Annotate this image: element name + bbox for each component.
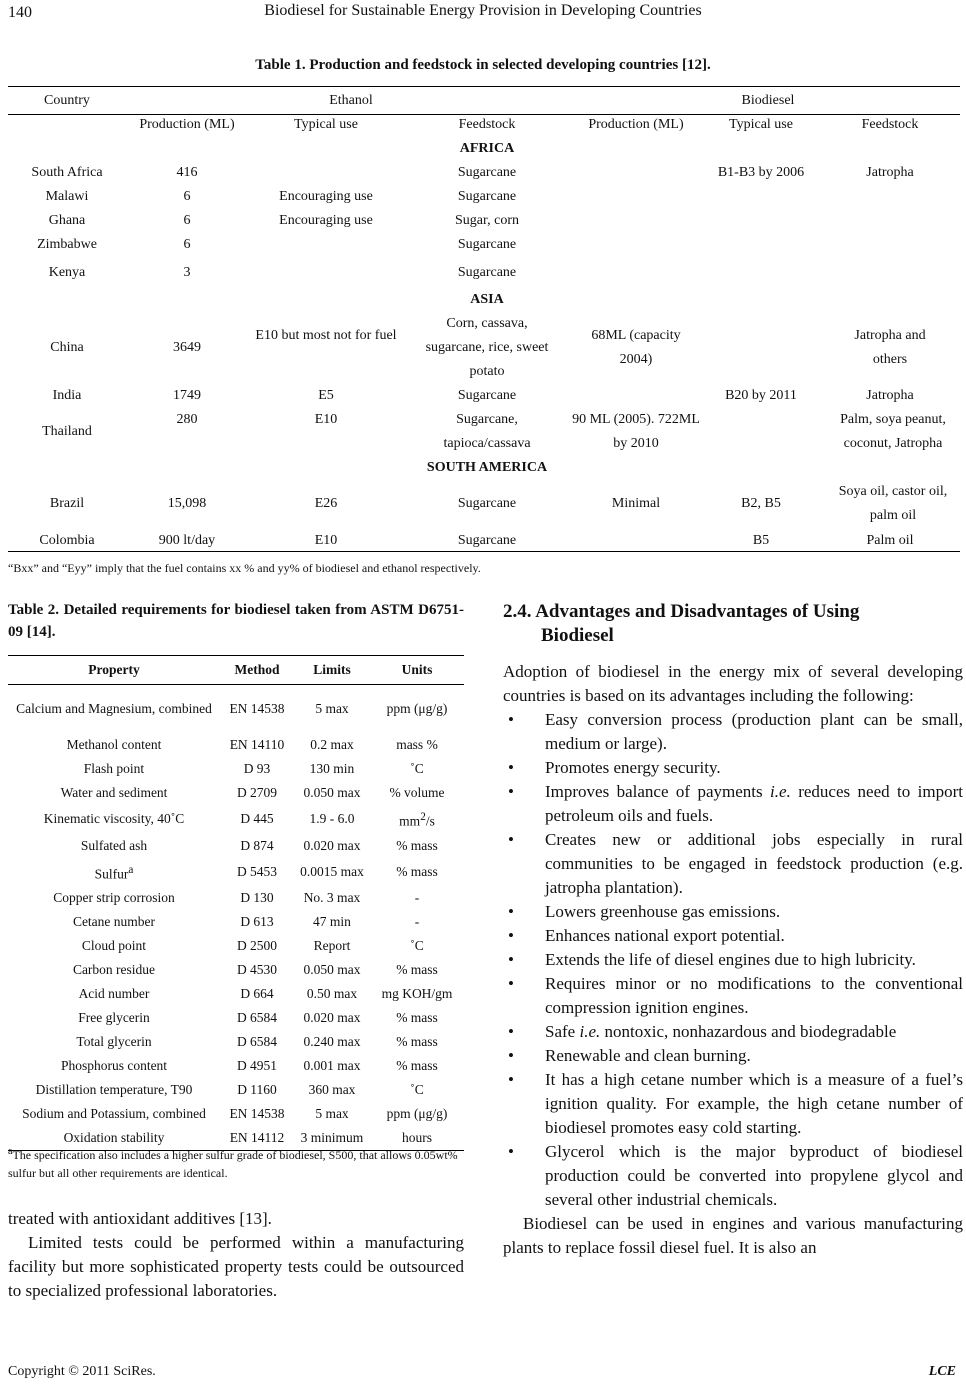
table1-cell: E10 — [314, 533, 338, 548]
table2-header-row — [8, 656, 464, 685]
table1-cell: 90 ML (2005). 722ML by 2010 — [572, 412, 700, 451]
table2-row — [8, 958, 464, 982]
copyright: Copyright © 2011 SciRes. — [8, 1364, 156, 1379]
advantage-text: Improves balance of payments i.e. reduces need to import petroleum oils and fuels. — [545, 782, 963, 825]
section-closing: Biodiesel can be used in engines and various manufacturing plants to replace fossil diesel fuel. It is also an — [503, 1214, 963, 1257]
table1-subheader: Production (ML) — [588, 117, 684, 132]
table2-cell: Cloud point — [81, 938, 147, 953]
table2-cell: Carbon residue — [72, 962, 156, 977]
table2-cell: Sulfated ash — [80, 837, 148, 853]
table1-cell: Kenya — [48, 265, 86, 280]
advantage-item — [503, 1044, 963, 1068]
table2-cell: 5 max — [315, 1106, 349, 1121]
table2-cell: 0.001 max — [303, 1058, 361, 1073]
table1-cell: Jatropha — [866, 388, 914, 403]
table2-cell: Total glycerin — [76, 1034, 152, 1049]
table2-cell: Sodium and Potassium, combined — [22, 1106, 206, 1121]
table2-row — [8, 982, 464, 1006]
table1-cell: Sugarcane — [457, 388, 517, 403]
table2-cell: - — [414, 890, 420, 905]
table2-cell: % mass — [396, 863, 438, 879]
table1-cell: Sugarcane — [457, 533, 517, 548]
advantage-item — [503, 900, 963, 924]
bullet-icon: • — [508, 758, 514, 777]
table1-subheader: Feedstock — [458, 117, 516, 132]
advantages-list — [503, 708, 963, 1212]
table2-cell: D 445 — [240, 811, 274, 827]
table2-cell: D 874 — [240, 837, 274, 853]
table1-cell: Jatropha and others — [854, 328, 926, 367]
table2-cell: 0.2 max — [310, 737, 354, 752]
advantage-item — [503, 828, 963, 900]
table2-cell: 0.050 max — [303, 785, 361, 800]
table1-cell: 6 — [183, 189, 191, 204]
advantage-text: Promotes energy security. — [545, 758, 721, 777]
table2-cell: ˚C — [410, 761, 424, 776]
table1-cell: Sugarcane — [457, 496, 517, 511]
bullet-icon: • — [508, 1070, 514, 1089]
table1-cell: 900 lt/day — [158, 533, 216, 548]
table2-cell: Sulfur$^a$ — [94, 863, 134, 881]
table2-cell: Flash point — [83, 761, 145, 776]
table2-row — [8, 1030, 464, 1054]
table2-cell: EN 14110 — [229, 737, 285, 752]
table1-caption: Table 1. Production and feedstock in selected developing countries [12]. — [255, 57, 711, 73]
table1-note: “Bxx” and “Eyy” imply that the fuel contains xx % and yy% of biodiesel and ethanol respectively. — [8, 561, 481, 575]
advantage-item — [503, 948, 963, 972]
table1-cell: Soya oil, castor oil, palm oil — [838, 484, 948, 523]
table2-cell: D 5453 — [236, 863, 278, 879]
bullet-icon: • — [508, 974, 514, 993]
table2-row — [8, 1006, 464, 1030]
table2-cell: ppm (μg/g) — [386, 1106, 448, 1121]
table2-cell: ppm (μg/g) — [386, 701, 448, 716]
section-title-line: 2.4. Advantages and Disadvantages of Using — [503, 601, 860, 622]
table2-cell: EN 14538 — [229, 701, 285, 716]
running-title: Biodiesel for Sustainable Energy Provision in Developing Countries — [264, 2, 702, 19]
advantage-text: Enhances national export potential. — [545, 926, 785, 945]
table1-cell: 3 — [183, 265, 191, 280]
table1-cell: Sugarcane — [457, 237, 517, 252]
advantage-item — [503, 1140, 963, 1212]
table2-cell: Cetane number — [72, 914, 156, 929]
table2-cell: % mass — [396, 837, 438, 853]
table2-cell: ˚C — [410, 938, 424, 953]
table1-cell: Encouraging use — [279, 213, 373, 228]
table2-row — [8, 886, 464, 910]
table2-cell: mg KOH/gm — [381, 986, 453, 1001]
bullet-icon: • — [508, 830, 514, 849]
advantage-text: Safe i.e. nontoxic, nonhazardous and biodegradable — [545, 1022, 897, 1041]
table2-cell: EN 14112 — [220, 1126, 294, 1151]
table2-row — [8, 934, 464, 958]
journal-abbrev: LCE — [928, 1364, 956, 1379]
section-title — [503, 600, 963, 648]
table2-row — [8, 733, 464, 757]
advantage-item — [503, 708, 963, 756]
table2-row — [8, 685, 464, 734]
table2-cell: mass % — [396, 737, 438, 752]
table2-row — [8, 757, 464, 781]
table2-header: Units — [370, 656, 464, 685]
bullet-icon: • — [508, 1046, 514, 1065]
table1-cell: Sugarcane — [457, 189, 517, 204]
bullet-icon: • — [508, 950, 514, 969]
table2-cell: Water and sediment — [60, 785, 168, 800]
table1-cell: B20 by 2011 — [725, 388, 797, 403]
table1-cell: 68ML (capacity 2004) — [591, 328, 681, 367]
table1-cell: 1749 — [173, 388, 201, 403]
table1-bottom-rule — [8, 551, 960, 552]
table2-cell: D 6584 — [236, 1010, 278, 1025]
table2-cell: ˚C — [410, 1082, 424, 1097]
table1-cell: Jatropha — [866, 165, 914, 180]
table2-footnote — [8, 1143, 464, 1182]
table1-cell: 6 — [183, 237, 191, 252]
advantage-text: Glycerol which is the major byproduct of biodiesel production could be converted into propylene glycol and several other industrial chemicals. — [545, 1142, 963, 1209]
table2-cell: - — [414, 914, 420, 929]
table2 — [8, 655, 464, 1151]
table1-cell: Sugarcane — [457, 265, 517, 280]
table1-region-south-america: SOUTH AMERICA — [426, 460, 548, 475]
table2-header: Method — [220, 656, 294, 685]
table1-cell: E10 — [314, 412, 338, 427]
table2-cell: Methanol content — [66, 737, 162, 752]
footnote-text: The specification also includes a higher sulfur grade of biodiesel, S500, that allows 0.05wt% sulfur but all other requirements are identical. — [8, 1148, 458, 1180]
table1-cell: South Africa — [31, 165, 103, 180]
table2-cell: 0.020 max — [303, 837, 361, 853]
table2-row — [8, 858, 464, 887]
table2-cell: D 130 — [240, 890, 274, 905]
table2-cell: 0.020 max — [303, 1010, 361, 1025]
table2-cell: D 4951 — [236, 1058, 278, 1073]
section-intro: Adoption of biodiesel in the energy mix of several developing countries is based on its advantages including the following: — [503, 662, 963, 705]
table1-top-rule — [8, 86, 960, 87]
table2-row — [8, 1102, 464, 1126]
table1-header-country: Country — [44, 93, 90, 108]
table1-cell: Colombia — [39, 533, 95, 548]
table1-cell: B1-B3 by 2006 — [717, 165, 805, 180]
table2-cell: D 613 — [240, 914, 274, 929]
table1-cell: Malawi — [45, 189, 89, 204]
table2-header: Limits — [294, 656, 370, 685]
bullet-icon: • — [508, 1022, 514, 1041]
table2-cell: Acid number — [78, 986, 150, 1001]
table1-header-biodiesel: Biodiesel — [741, 93, 795, 108]
table1-cell: 15,098 — [167, 496, 207, 511]
advantage-item — [503, 972, 963, 1020]
table2-cell: D 2709 — [236, 785, 278, 800]
table2-cell: 360 max — [308, 1082, 356, 1097]
table2-row — [8, 834, 464, 858]
advantage-text: Creates new or additional jobs especially in rural communities to be engaged in feedstock production (e.g. jatropha plantation). — [545, 830, 963, 897]
table2-cell: No. 3 max — [303, 890, 361, 905]
table2-cell: hours — [370, 1126, 464, 1151]
table2-header: Property — [8, 656, 220, 685]
table2-cell: 0.240 max — [303, 1034, 361, 1049]
section-title-line: Biodiesel — [541, 625, 614, 646]
footnote-marker: a — [8, 1146, 13, 1157]
table2-cell: % mass — [396, 1058, 438, 1073]
paragraph: treated with antioxidant additives [13]. — [8, 1209, 272, 1228]
advantage-item — [503, 756, 963, 780]
bullet-icon: • — [508, 1142, 514, 1161]
table1-cell: Thailand — [42, 424, 92, 439]
table2-cell: Oxidation stability — [8, 1126, 220, 1151]
table1-cell: Zimbabwe — [37, 237, 97, 252]
table1-subheader: Feedstock — [861, 117, 919, 132]
advantage-text: Renewable and clean burning. — [545, 1046, 751, 1065]
table1-cell: B5 — [752, 533, 770, 548]
table1-cell: Sugarcane — [457, 165, 517, 180]
table2-row — [8, 781, 464, 805]
table1-cell: Brazil — [49, 496, 85, 511]
table1-header-ethanol: Ethanol — [329, 93, 373, 108]
table1-cell: E5 — [318, 388, 334, 403]
table2-cell: % volume — [389, 785, 445, 800]
table1-subheader: Typical use — [294, 117, 358, 132]
table1-cell: E26 — [314, 496, 338, 511]
table2-cell: 1.9 - 6.0 — [309, 811, 355, 827]
table2-cell: Distillation temperature, T90 — [35, 1082, 193, 1097]
table2-cell: 130 min — [309, 761, 355, 776]
table2-cell: Free glycerin — [78, 1010, 150, 1025]
table1-cell: Palm, soya peanut, coconut, Jatropha — [840, 412, 946, 451]
table1-subheader: Typical use — [729, 117, 793, 132]
table2-cell: D 2500 — [236, 938, 278, 953]
advantage-text: Easy conversion process (production plant can be small, medium or large). — [545, 710, 963, 753]
table2-cell: Calcium and Magnesium, combined — [16, 701, 212, 716]
advantage-item — [503, 1068, 963, 1140]
table2-cell: D 4530 — [236, 962, 278, 977]
advantage-text: Lowers greenhouse gas emissions. — [545, 902, 781, 921]
table2-cell: 0.050 max — [303, 962, 361, 977]
table1-cell: Minimal — [611, 496, 661, 511]
advantage-text: Extends the life of diesel engines due to high lubricity. — [545, 950, 916, 969]
table1-region-asia: ASIA — [470, 292, 504, 307]
paragraph: Limited tests could be performed within a manufacturing facility but more sophisticated property tests could be outsourced to specialized professional laboratories. — [8, 1233, 464, 1300]
table2-cell: 3 minimum — [294, 1126, 370, 1151]
table1-cell: 416 — [176, 165, 198, 180]
table1-cell: 280 — [176, 412, 198, 427]
table2-cell: D 93 — [243, 761, 271, 776]
table1-cell: China — [50, 340, 84, 355]
table2-cell: Phosphorus content — [60, 1058, 168, 1073]
table2-cell: 5 max — [315, 701, 349, 716]
bullet-icon: • — [508, 710, 514, 729]
advantage-item — [503, 924, 963, 948]
left-column-text — [8, 1207, 464, 1303]
table2-row — [8, 910, 464, 934]
table1-cell: Encouraging use — [279, 189, 373, 204]
table1-cell: Sugarcane, tapioca/cassava — [443, 412, 531, 451]
table1-cell: Sugar, corn — [455, 213, 519, 228]
table2-cell: D 6584 — [236, 1034, 278, 1049]
table1-cell: Ghana — [48, 213, 86, 228]
bullet-icon: • — [508, 926, 514, 945]
table2-row — [8, 805, 464, 834]
table1-cell: B2, B5 — [741, 496, 781, 511]
table1-cell: Corn, cassava, sugarcane, rice, sweet potato — [425, 316, 549, 379]
table1-cell: Palm oil — [866, 533, 914, 548]
table2-row — [8, 1054, 464, 1078]
table2-row — [8, 1078, 464, 1102]
table2-cell: Kinematic viscosity, 40˚C — [43, 811, 185, 827]
advantage-text: Requires minor or no modifications to the conventional compression ignition engines. — [545, 974, 963, 1017]
bullet-icon: • — [508, 902, 514, 921]
table2-caption: Table 2. Detailed requirements for biodiesel taken from ASTM D6751-09 [14]. — [8, 602, 464, 640]
page-number: 140 — [8, 4, 32, 21]
right-column-text — [503, 660, 963, 1260]
table1-cell: 6 — [183, 213, 191, 228]
table2-cell: Report — [313, 938, 351, 953]
table1-region-africa: AFRICA — [459, 141, 515, 156]
table2-cell: D 1160 — [237, 1082, 277, 1097]
table2-cell: % mass — [396, 1034, 438, 1049]
table2-cell: $mm^2/s$ — [399, 811, 435, 829]
bullet-icon: • — [508, 782, 514, 801]
table2-cell: D 664 — [240, 986, 274, 1001]
advantage-text: It has a high cetane number which is a measure of a fuel’s ignition quality. For example, the high cetane number of biodiesel promotes easy cold starting. — [545, 1070, 963, 1137]
table2-cell: EN 14538 — [229, 1106, 285, 1121]
advantage-item — [503, 1020, 963, 1044]
table1-cell: E10 but most not for fuel — [255, 328, 397, 343]
table1-cell: 3649 — [173, 340, 201, 355]
table2-cell: % mass — [396, 962, 438, 977]
table1-subheader: Production (ML) — [139, 117, 235, 132]
table1-cell: India — [52, 388, 82, 403]
advantage-item — [503, 780, 963, 828]
table2-cell: Copper strip corrosion — [53, 890, 175, 905]
table2-cell: 0.0015 max — [300, 863, 364, 879]
table2-cell: 47 min — [313, 914, 351, 929]
table2-cell: % mass — [396, 1010, 438, 1025]
table2-cell: 0.50 max — [306, 986, 358, 1001]
